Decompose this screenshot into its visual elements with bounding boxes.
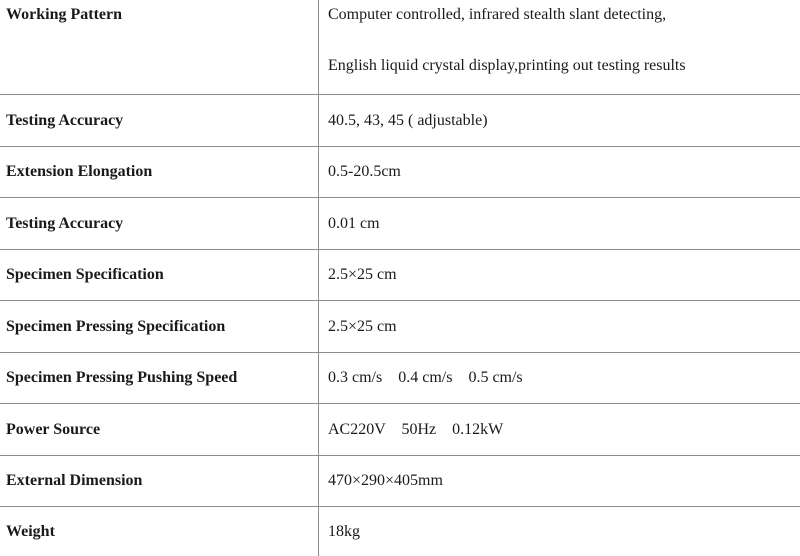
spec-label: Extension Elongation — [0, 162, 318, 181]
spec-value-cell — [319, 249, 800, 301]
spec-value-cell — [319, 507, 800, 556]
spec-label: Specimen Pressing Pushing Speed — [0, 368, 318, 387]
spec-value: 40.5, 43, 45 ( adjustable) — [319, 111, 800, 130]
spec-label-cell — [0, 404, 319, 456]
spec-value: 470×290×405mm — [319, 471, 800, 490]
spec-label: Specimen Specification — [0, 265, 318, 284]
spec-label-cell — [0, 0, 319, 95]
spec-value: 0.01 cm — [319, 214, 800, 233]
spec-value-cell — [319, 404, 800, 456]
spec-label-cell — [0, 301, 319, 353]
spec-label-cell — [0, 95, 319, 147]
spec-row-testing-accuracy-2 — [0, 198, 800, 250]
spec-value: 0.3 cm/s 0.4 cm/s 0.5 cm/s — [319, 368, 800, 387]
spec-value-cell — [319, 198, 800, 250]
spec-label: Testing Accuracy — [0, 214, 318, 233]
spec-label: Specimen Pressing Specification — [0, 317, 318, 336]
spec-value-cell — [319, 95, 800, 147]
spec-row-extension-elongation — [0, 146, 800, 198]
spec-value: 2.5×25 cm — [319, 317, 800, 336]
spec-value-cell — [319, 455, 800, 507]
spec-row-weight — [0, 507, 800, 556]
spec-label-cell — [0, 507, 319, 556]
spec-value: 18kg — [319, 522, 800, 541]
spec-label-cell — [0, 146, 319, 198]
spec-row-external-dimension — [0, 455, 800, 507]
spec-label: Testing Accuracy — [0, 111, 318, 130]
spec-value-cell — [319, 0, 800, 95]
spec-value-cell — [319, 301, 800, 353]
spec-value: 2.5×25 cm — [319, 265, 800, 284]
spec-label: Weight — [0, 522, 318, 541]
spec-row-specimen-pressing-specification — [0, 301, 800, 353]
spec-row-power-source — [0, 404, 800, 456]
spec-row-working-pattern — [0, 0, 800, 95]
spec-value-cell — [319, 352, 800, 404]
spec-row-specimen-specification — [0, 249, 800, 301]
spec-label-cell — [0, 198, 319, 250]
spec-value: 0.5-20.5cm — [319, 162, 800, 181]
spec-label: External Dimension — [0, 471, 318, 490]
spec-label: Power Source — [0, 420, 318, 439]
spec-label-cell — [0, 249, 319, 301]
spec-label-cell — [0, 455, 319, 507]
spec-label-cell — [0, 352, 319, 404]
spec-row-testing-accuracy — [0, 95, 800, 147]
spec-label: Working Pattern — [0, 0, 318, 24]
spec-row-specimen-pressing-pushing-speed — [0, 352, 800, 404]
spec-value-line: English liquid crystal display,printing out testing results — [319, 24, 800, 75]
spec-value-line: Computer controlled, infrared stealth slant detecting, — [319, 0, 800, 24]
spec-value-cell — [319, 146, 800, 198]
spec-value: AC220V 50Hz 0.12kW — [319, 420, 800, 439]
